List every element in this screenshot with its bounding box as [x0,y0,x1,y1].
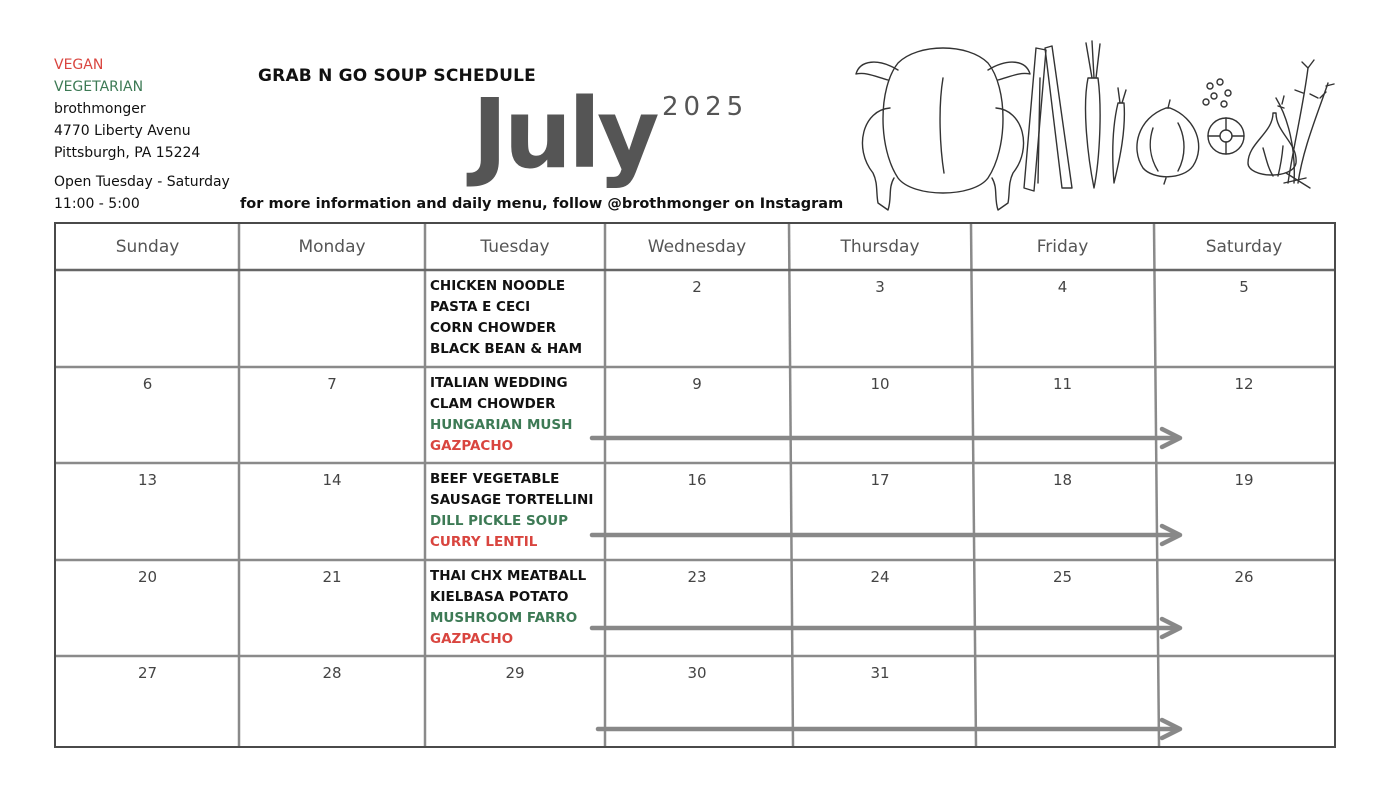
day-header-tuesday: Tuesday [480,237,550,257]
soup-item: ITALIAN WEDDING [430,375,568,391]
soup-item: THAI CHX MEATBALL [430,568,587,584]
date-number: 10 [870,375,890,393]
day-header-wednesday: Wednesday [647,237,747,257]
soup-item: DILL PICKLE SOUP [430,513,568,529]
date-number: 21 [322,568,342,586]
schedule-title: GRAB N GO SOUP SCHEDULE [258,66,536,86]
date-number: 25 [1052,568,1073,586]
soup-item: PASTA E CECI [430,299,531,315]
date-number: 3 [875,278,885,296]
address-line-1: 4770 Liberty Avenu [54,123,191,139]
date-number: 20 [137,568,158,586]
date-number: 26 [1234,568,1254,586]
date-number: 19 [1234,471,1254,489]
soup-item: GAZPACHO [430,438,514,454]
date-number: 5 [1239,278,1249,296]
soup-item: HUNGARIAN MUSH [430,417,573,433]
day-header-thursday: Thursday [840,237,920,257]
soup-item: BEEF VEGETABLE [430,471,560,487]
soup-item: CURRY LENTIL [430,534,538,550]
day-header-monday: Monday [298,237,366,257]
arrow-right-icon [592,526,1180,544]
soup-item: CHICKEN NOODLE [430,278,566,294]
date-number: 2 [692,278,702,296]
date-number: 29 [505,664,525,682]
month-title: July [472,78,656,190]
date-number: 31 [870,664,890,682]
date-number: 27 [137,664,158,682]
soup-item: MUSHROOM FARRO [430,610,578,626]
day-header-sunday: Sunday [115,237,180,257]
arrow-right-icon [598,720,1180,738]
date-number: 28 [322,664,342,682]
date-number: 17 [870,471,890,489]
date-number: 6 [142,375,153,393]
date-number: 9 [692,375,702,393]
soup-item: BLACK BEAN & HAM [430,341,583,357]
date-number: 12 [1234,375,1254,393]
address-line-2: Pittsburgh, PA 15224 [54,145,201,161]
legend-vegan: VEGAN [54,57,104,73]
day-header-friday: Friday [1036,237,1089,257]
days-open: Open Tuesday - Saturday [54,174,230,190]
soup-item: KIELBASA POTATO [430,589,569,605]
hours-open: 11:00 - 5:00 [54,196,140,212]
date-number: 13 [137,471,158,489]
date-number: 4 [1057,278,1068,296]
soup-item: GAZPACHO [430,631,514,647]
instagram-note: for more information and daily menu, follow @brothmonger on Instagram [240,196,844,212]
arrow-right-icon [592,429,1180,447]
date-number: 18 [1052,471,1073,489]
date-number: 16 [687,471,707,489]
year-label: 2025 [662,92,749,122]
day-header-saturday: Saturday [1205,237,1283,257]
soup-item: CORN CHOWDER [430,320,557,336]
date-number: 14 [322,471,342,489]
business-name: brothmonger [54,101,146,117]
date-number: 30 [687,664,707,682]
date-number: 24 [870,568,890,586]
date-number: 7 [327,375,337,393]
soup-item: CLAM CHOWDER [430,396,556,412]
date-number: 11 [1052,375,1073,393]
date-number: 23 [687,568,707,586]
legend-vegetarian: VEGETARIAN [54,79,144,95]
arrow-right-icon [592,619,1180,637]
soup-item: SAUSAGE TORTELLINI [430,492,594,508]
